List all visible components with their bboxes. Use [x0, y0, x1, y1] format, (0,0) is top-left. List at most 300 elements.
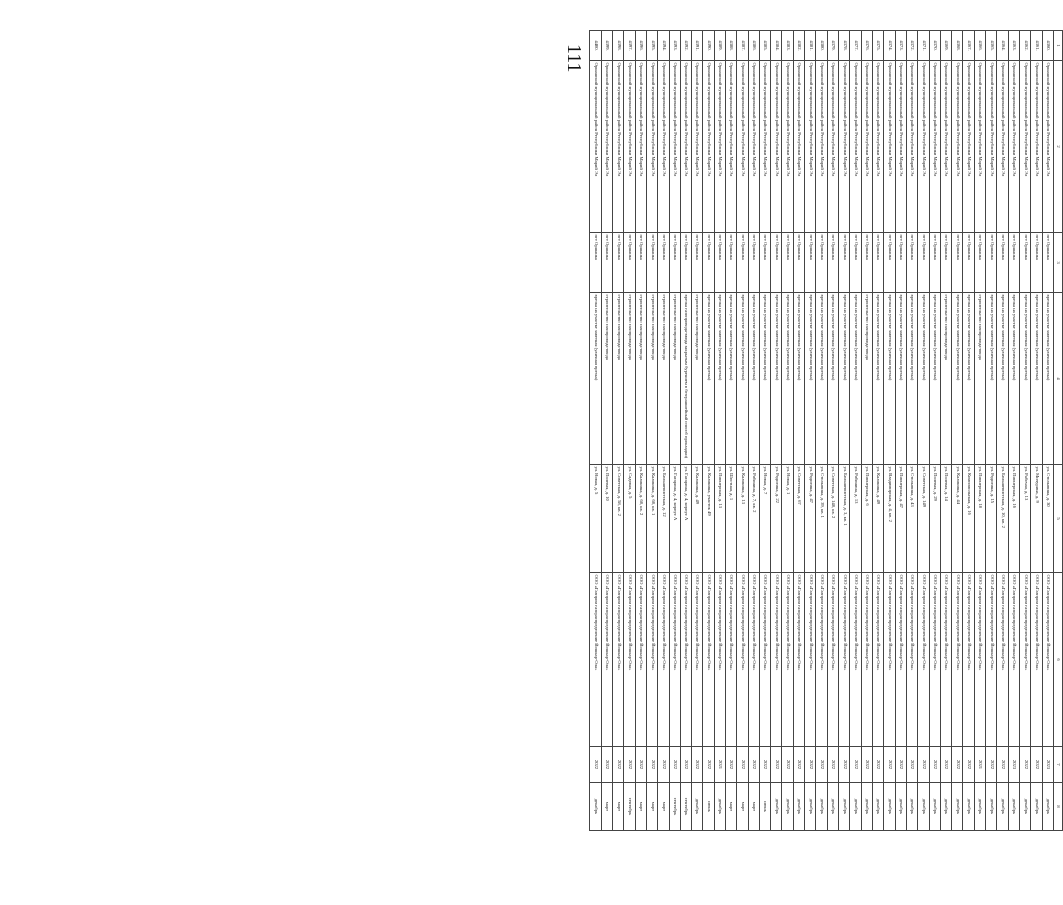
cell-settlement: пгт Оршанка	[759, 233, 770, 293]
table-row	[782, 31, 793, 831]
table-row	[906, 31, 917, 831]
cell-district: Оршанский муниципальный район Республики Марий Эл	[873, 61, 884, 233]
table-row	[590, 31, 602, 831]
cell-organization: ООО «Газпром газораспределение Йошкар-Ола»	[1031, 573, 1042, 747]
cell-month: декабрь	[1042, 783, 1053, 831]
cell-work-type: строительство газопровода-ввода	[974, 293, 985, 465]
cell-year: 2022	[884, 747, 895, 783]
cell-settlement: пгт Оршанка	[613, 233, 624, 293]
cell-year: 2022	[895, 747, 906, 783]
cell-year: 2022	[827, 747, 838, 783]
cell-row-number: 4380.	[816, 31, 827, 61]
cell-settlement: пгт Оршанка	[771, 233, 782, 293]
cell-work-type: врезка на участке заветная (уличная врезка)	[952, 293, 963, 465]
cell-settlement: пгт Оршанка	[952, 233, 963, 293]
cell-settlement: пгт Оршанка	[681, 233, 692, 293]
cell-row-number: 4400.	[590, 31, 602, 61]
cell-row-number: 4369.	[940, 31, 951, 61]
cell-work-type: врезка на участке заветная (уличная врезка)	[986, 293, 997, 465]
cell-work-type: врезка на участке заветная (уличная врезка)	[873, 293, 884, 465]
cell-settlement: пгт Оршанка	[884, 233, 895, 293]
cell-month: декабрь	[839, 783, 850, 831]
cell-district: Оршанский муниципальный район Республики Марий Эл	[681, 61, 692, 233]
cell-row-number: 4399.	[601, 31, 612, 61]
cell-settlement: пгт Оршанка	[805, 233, 816, 293]
cell-work-type: врезка на участке заветная (уличная врезка)	[590, 293, 602, 465]
cell-work-type: врезка на участке заветная (уличная врезка)	[850, 293, 861, 465]
cell-work-type: врезка на участке заветная (уличная врезка)	[703, 293, 714, 465]
cell-row-number: 4372.	[906, 31, 917, 61]
cell-month: декабрь	[1020, 783, 1031, 831]
cell-settlement: пгт Оршанка	[658, 233, 669, 293]
cell-work-type: врезка на участке заветная (уличная врезка)	[1031, 293, 1042, 465]
cell-year: 2021	[974, 747, 985, 783]
cell-settlement: пгт Оршанка	[1008, 233, 1019, 293]
cell-year: 2023	[1042, 747, 1053, 783]
page-number: 111	[563, 44, 585, 73]
cell-work-type: врезка на участке заветная (уличная врезка)	[737, 293, 748, 465]
cell-settlement: пгт Оршанка	[669, 233, 680, 293]
cell-year: 2022	[906, 747, 917, 783]
cell-address: ул. Калинина, участок 49	[703, 465, 714, 573]
cell-settlement: пгт Оршанка	[737, 233, 748, 293]
cell-organization: ООО «Газпром газораспределение Йошкар-Ола»	[839, 573, 850, 747]
cell-address: ул. Родигина, д. 22	[771, 465, 782, 573]
cell-month: декабрь	[974, 783, 985, 831]
cell-work-type: строительство газопровода-ввода	[940, 293, 951, 465]
table-row	[635, 31, 646, 831]
cell-row-number: 4390.	[703, 31, 714, 61]
cell-district: Оршанский муниципальный район Республики Марий Эл	[692, 61, 703, 233]
cell-address: ул. Новая, д. 7	[759, 465, 770, 573]
cell-settlement: пгт Оршанка	[929, 233, 940, 293]
cell-address: ул. Пионерская, д. 16	[1008, 465, 1019, 573]
table-row	[601, 31, 612, 831]
cell-settlement: пгт Оршанка	[793, 233, 804, 293]
cell-row-number: 4371.	[918, 31, 929, 61]
cell-address: ул. Калинина, д. 49	[692, 465, 703, 573]
cell-row-number: 4388.	[725, 31, 736, 61]
cell-work-type: строительство газопровода-ввода	[669, 293, 680, 465]
cell-address: ул. Калинина, д. 44	[952, 465, 963, 573]
cell-work-type: врезка на участке заветная (уличная врезка)	[1020, 293, 1031, 465]
cell-month: декабрь	[816, 783, 827, 831]
cell-month: март	[635, 783, 646, 831]
cell-organization: ООО «Газпром газораспределение Йошкар-Ола»	[601, 573, 612, 747]
cell-month: декабрь	[714, 783, 725, 831]
cell-organization: ООО «Газпром газораспределение Йошкар-Ола»	[1008, 573, 1019, 747]
cell-address: ул. Новая, д. 1	[782, 465, 793, 573]
cell-month: март	[748, 783, 759, 831]
cell-district: Оршанский муниципальный район Республики Марий Эл	[635, 61, 646, 233]
cell-row-number: 4368.	[952, 31, 963, 61]
cell-work-type: врезка на участке заветная (уличная врезка)	[748, 293, 759, 465]
table-row	[793, 31, 804, 831]
table-row	[692, 31, 703, 831]
cell-month: сентябрь	[681, 783, 692, 831]
cell-row-number: 4378.	[839, 31, 850, 61]
cell-organization: ООО «Газпром газораспределение Йошкар-Ола»	[997, 573, 1008, 747]
table-row	[805, 31, 816, 831]
cell-row-number: 4361.	[1031, 31, 1042, 61]
table-row	[647, 31, 658, 831]
cell-organization: ООО «Газпром газораспределение Йошкар-Ола»	[805, 573, 816, 747]
cell-row-number: 4382.	[793, 31, 804, 61]
table-row	[974, 31, 985, 831]
cell-organization: ООО «Газпром газораспределение Йошкар-Ола»	[703, 573, 714, 747]
cell-organization: ООО «Газпром газораспределение Йошкар-Ола»	[692, 573, 703, 747]
cell-row-number: 4392.	[681, 31, 692, 61]
cell-district: Оршанский муниципальный район Республики Марий Эл	[714, 61, 725, 233]
cell-work-type: врезка на участке заветная (уличная врезка)	[884, 293, 895, 465]
cell-month: декабрь	[590, 783, 602, 831]
cell-organization: ООО «Газпром газораспределение Йошкар-Ола»	[884, 573, 895, 747]
cell-month: декабрь	[1031, 783, 1042, 831]
cell-address: ул. Советская, д. 149	[918, 465, 929, 573]
cell-district: Оршанский муниципальный район Республики Марий Эл	[861, 61, 872, 233]
cell-district: Оршанский муниципальный район Республики Марий Эл	[952, 61, 963, 233]
cell-settlement: пгт Оршанка	[918, 233, 929, 293]
table-row	[681, 31, 692, 831]
cell-month: март	[613, 783, 624, 831]
cell-district: Оршанский муниципальный район Республики Марий Эл	[1042, 61, 1053, 233]
cell-district: Оршанский муниципальный район Республики Марий Эл	[963, 61, 974, 233]
cell-month: декабрь	[805, 783, 816, 831]
cell-row-number: 4362.	[1020, 31, 1031, 61]
cell-year: 2022	[613, 747, 624, 783]
table-row	[929, 31, 940, 831]
cell-address: ул. Мичурина, д. 9	[1031, 465, 1042, 573]
cell-organization: ООО «Газпром газораспределение Йошкар-Ола»	[748, 573, 759, 747]
cell-address: ул. Калинина, д. 49	[873, 465, 884, 573]
cell-row-number: 4366.	[974, 31, 985, 61]
cell-work-type: строительство газопровода-ввода	[692, 293, 703, 465]
cell-address: ул. Калинина, д. 68, кв. 2	[635, 465, 646, 573]
cell-work-type: строительство газопровода-ввода	[601, 293, 612, 465]
cell-address: ул. Пионерская, д. 18	[974, 465, 985, 573]
cell-month: декабрь	[873, 783, 884, 831]
cell-address: ул. Советская, д. 58, кв. 2	[613, 465, 624, 573]
cell-month: сентябрь	[624, 783, 635, 831]
cell-row-number: 4377.	[850, 31, 861, 61]
cell-district: Оршанский муниципальный район Республики Марий Эл	[986, 61, 997, 233]
cell-organization: ООО «Газпром газораспределение Йошкар-Ола»	[681, 573, 692, 747]
cell-work-type: строительство газопровода-ввода	[658, 293, 669, 465]
cell-row-number: 4364.	[997, 31, 1008, 61]
table-row	[918, 31, 929, 831]
cell-work-type: строительство газопровода-ввода	[635, 293, 646, 465]
cell-year: 2022	[986, 747, 997, 783]
table-row	[963, 31, 974, 831]
cell-work-type: врезка на участке заветная (уличная врезка)	[918, 293, 929, 465]
cell-organization: ООО «Газпром газораспределение Йошкар-Ола»	[714, 573, 725, 747]
cell-work-type: строительство газопровода-ввода	[613, 293, 624, 465]
cell-organization: ООО «Газпром газораспределение Йошкар-Ола»	[782, 573, 793, 747]
cell-address: ул. Советская, д. 148, кв. 2	[827, 465, 838, 573]
cell-organization: ООО «Газпром газораспределение Йошкар-Ола»	[816, 573, 827, 747]
cell-address: ул. Родигина, д. 47	[805, 465, 816, 573]
cell-month: декабрь	[986, 783, 997, 831]
header-cell-2: 2	[1054, 61, 1063, 233]
cell-settlement: пгт Оршанка	[590, 233, 602, 293]
header-cell-7: 7	[1054, 747, 1063, 783]
cell-month: декабрь	[793, 783, 804, 831]
cell-work-type: врезка на участке заветная (уличная врезка)	[805, 293, 816, 465]
cell-month: декабрь	[692, 783, 703, 831]
cell-settlement: пгт Оршанка	[1042, 233, 1053, 293]
cell-row-number: 4374.	[884, 31, 895, 61]
cell-row-number: 4379.	[827, 31, 838, 61]
cell-district: Оршанский муниципальный район Республики Марий Эл	[1031, 61, 1042, 233]
cell-district: Оршанский муниципальный район Республики Марий Эл	[850, 61, 861, 233]
cell-row-number: 4375.	[873, 31, 884, 61]
cell-district: Оршанский муниципальный район Республики Марий Эл	[884, 61, 895, 233]
cell-work-type: врезка на участке заветная (уличная врезка)	[839, 293, 850, 465]
cell-month: март	[725, 783, 736, 831]
cell-year: 2022	[861, 747, 872, 783]
cell-address: ул. Рябинина, д. 7, кв. 2	[748, 465, 759, 573]
cell-row-number: 4360.	[1042, 31, 1053, 61]
cell-organization: ООО «Газпром газораспределение Йошкар-Ола»	[793, 573, 804, 747]
cell-address: ул. Большевистская, д. 12	[658, 465, 669, 573]
table-row	[940, 31, 951, 831]
cell-work-type: строительство газопровода-ввода	[624, 293, 635, 465]
cell-month: декабрь	[929, 783, 940, 831]
cell-settlement: пгт Оршанка	[974, 233, 985, 293]
cell-organization: ООО «Газпром газораспределение Йошкар-Ола»	[906, 573, 917, 747]
cell-settlement: пгт Оршанка	[895, 233, 906, 293]
cell-year: 2022	[816, 747, 827, 783]
cell-work-type: врезка на участке заветная (уличная врезка)	[816, 293, 827, 465]
cell-organization: ООО «Газпром газораспределение Йошкар-Ола»	[613, 573, 624, 747]
cell-organization: ООО «Газпром газораспределение Йошкар-Ола»	[737, 573, 748, 747]
table-row	[895, 31, 906, 831]
cell-address: ул. Советская, д. 67	[793, 465, 804, 573]
cell-row-number: 4385.	[759, 31, 770, 61]
cell-settlement: пгт Оршанка	[997, 233, 1008, 293]
cell-district: Оршанский муниципальный район Республики Марий Эл	[839, 61, 850, 233]
cell-organization: ООО «Газпром газораспределение Йошкар-Ола»	[725, 573, 736, 747]
cell-year: 2022	[635, 747, 646, 783]
table-row	[759, 31, 770, 831]
cell-work-type: врезка на участке заветная (уличная врезка)	[827, 293, 838, 465]
cell-district: Оршанский муниципальный район Республики Марий Эл	[906, 61, 917, 233]
cell-year: 2022	[918, 747, 929, 783]
cell-district: Оршанский муниципальный район Республики Марий Эл	[997, 61, 1008, 233]
cell-row-number: 4386.	[748, 31, 759, 61]
cell-year: 2022	[940, 747, 951, 783]
cell-organization: ООО «Газпром газораспределение Йошкар-Ола»	[590, 573, 602, 747]
cell-month: декабрь	[963, 783, 974, 831]
cell-district: Оршанский муниципальный район Республики Марий Эл	[613, 61, 624, 233]
cell-organization: ООО «Газпром газораспределение Йошкар-Ола»	[850, 573, 861, 747]
cell-address: ул. Калинина, д. 13	[737, 465, 748, 573]
cell-work-type: врезка на участке заветная (уличная врезка)	[1042, 293, 1053, 465]
cell-organization: ООО «Газпром газораспределение Йошкар-Ола»	[918, 573, 929, 747]
cell-organization: ООО «Газпром газораспределение Йошкар-Ола»	[658, 573, 669, 747]
table-row	[624, 31, 635, 831]
cell-row-number: 4393.	[669, 31, 680, 61]
cell-row-number: 4396.	[635, 31, 646, 61]
cell-settlement: пгт Оршанка	[782, 233, 793, 293]
cell-organization: ООО «Газпром газораспределение Йошкар-Ола»	[974, 573, 985, 747]
cell-address: ул. Новая, д. 5	[590, 465, 602, 573]
cell-row-number: 4381.	[805, 31, 816, 61]
cell-settlement: пгт Оршанка	[839, 233, 850, 293]
cell-organization: ООО «Газпром газораспределение Йошкар-Ола»	[827, 573, 838, 747]
cell-settlement: пгт Оршанка	[1020, 233, 1031, 293]
table-row	[658, 31, 669, 831]
cell-row-number: 4367.	[963, 31, 974, 61]
cell-year: 2022	[759, 747, 770, 783]
table-row	[997, 31, 1008, 831]
gasification-table	[589, 30, 1063, 831]
table-row	[669, 31, 680, 831]
cell-address: ул. Рабочая, д. 13	[1020, 465, 1031, 573]
cell-settlement: пгт Оршанка	[816, 233, 827, 293]
cell-address: ул. Пионерская, д. 13	[714, 465, 725, 573]
cell-address: ул. Большевистская, д. 10, кв. 2	[997, 465, 1008, 573]
cell-month: декабрь	[1008, 783, 1019, 831]
cell-settlement: пгт Оршанка	[986, 233, 997, 293]
cell-organization: ООО «Газпром газораспределение Йошкар-Ола»	[952, 573, 963, 747]
cell-month: март	[658, 783, 669, 831]
cell-organization: ООО «Газпром газораспределение Йошкар-Ола»	[647, 573, 658, 747]
cell-settlement: пгт Оршанка	[873, 233, 884, 293]
cell-address: ул. Полевая, д. 10	[601, 465, 612, 573]
cell-month: декабрь	[918, 783, 929, 831]
table-row	[850, 31, 861, 831]
header-cell-6: 6	[1054, 573, 1063, 747]
header-cell-1: 1	[1054, 31, 1063, 61]
cell-work-type: врезка на участке заветная (уличная врезка)	[782, 293, 793, 465]
table-row	[1042, 31, 1053, 831]
cell-year: 2022	[737, 747, 748, 783]
header-cell-4: 4	[1054, 293, 1063, 465]
cell-settlement: пгт Оршанка	[1031, 233, 1042, 293]
cell-address: ул. Родигина, д. 15	[986, 465, 997, 573]
header-cell-3: 3	[1054, 233, 1063, 293]
cell-year: 2022	[601, 747, 612, 783]
cell-row-number: 4383.	[782, 31, 793, 61]
cell-district: Оршанский муниципальный район Республики Марий Эл	[1008, 61, 1019, 233]
cell-address: ул. Гагарина, д. 4, корпус А	[681, 465, 692, 573]
cell-year: 2022	[963, 747, 974, 783]
cell-address: ул. Гагарина, д. 4, корпус А	[669, 465, 680, 573]
cell-settlement: пгт Оршанка	[940, 233, 951, 293]
table-row	[714, 31, 725, 831]
cell-year: 2022	[805, 747, 816, 783]
table-row	[748, 31, 759, 831]
cell-month: декабрь	[940, 783, 951, 831]
table-row	[884, 31, 895, 831]
cell-district: Оршанский муниципальный район Республики Марий Эл	[737, 61, 748, 233]
cell-address: ул. Полевая, д. 14	[940, 465, 951, 573]
cell-year: 2022	[658, 747, 669, 783]
cell-address: ул. Пионерская, д. 6	[861, 465, 872, 573]
cell-address: ул. Столыпина, д. 43	[906, 465, 917, 573]
cell-district: Оршанский муниципальный район Республики Марий Эл	[793, 61, 804, 233]
table-row	[952, 31, 963, 831]
cell-organization: ООО «Газпром газораспределение Йошкар-Ола»	[1020, 573, 1031, 747]
cell-row-number: 4398.	[613, 31, 624, 61]
cell-district: Оршанский муниципальный район Республики Марий Эл	[669, 61, 680, 233]
table-row	[725, 31, 736, 831]
cell-address: ул. Полевая, д. 29	[929, 465, 940, 573]
cell-organization: ООО «Газпром газораспределение Йошкар-Ола»	[635, 573, 646, 747]
cell-work-type: врезка на участке заветная (уличная врезка)	[929, 293, 940, 465]
header-cell-8: 8	[1054, 783, 1063, 831]
cell-month: декабрь	[771, 783, 782, 831]
cell-district: Оршанский муниципальный район Республики Марий Эл	[601, 61, 612, 233]
header-row	[1054, 31, 1063, 831]
cell-organization: ООО «Газпром газораспределение Йошкар-Ола»	[624, 573, 635, 747]
cell-work-type: врезка на участке заветная (уличная врезка)	[906, 293, 917, 465]
cell-address: ул. Рябинина, д. 13	[850, 465, 861, 573]
cell-work-type: врезка на участке заветная (уличная врезка)	[895, 293, 906, 465]
table-row	[873, 31, 884, 831]
cell-address: ул. Шостная, д. 1	[725, 465, 736, 573]
cell-settlement: пгт Оршанка	[601, 233, 612, 293]
cell-row-number: 4373.	[895, 31, 906, 61]
cell-month: декабрь	[884, 783, 895, 831]
cell-settlement: пгт Оршанка	[692, 233, 703, 293]
cell-row-number: 4370.	[929, 31, 940, 61]
table-row	[861, 31, 872, 831]
cell-year: 2022	[703, 747, 714, 783]
cell-settlement: пгт Оршанка	[635, 233, 646, 293]
cell-month: декабрь	[861, 783, 872, 831]
cell-district: Оршанский муниципальный район Республики Марий Эл	[827, 61, 838, 233]
cell-row-number: 4365.	[986, 31, 997, 61]
cell-district: Оршанский муниципальный район Республики Марий Эл	[759, 61, 770, 233]
cell-address: ул. Калинина, д. 68, кв. 1	[647, 465, 658, 573]
cell-year: 2022	[850, 747, 861, 783]
cell-month: июнь	[759, 783, 770, 831]
cell-month: декабрь	[782, 783, 793, 831]
cell-settlement: пгт Оршанка	[624, 233, 635, 293]
cell-district: Оршанский муниципальный район Республики Марий Эл	[771, 61, 782, 233]
table-row	[771, 31, 782, 831]
cell-work-type: строительство газопровода-ввода	[647, 293, 658, 465]
cell-district: Оршанский муниципальный район Республики Марий Эл	[918, 61, 929, 233]
cell-month: декабрь	[952, 783, 963, 831]
cell-settlement: пгт Оршанка	[703, 233, 714, 293]
cell-district: Оршанский муниципальный район Республики Марий Эл	[703, 61, 714, 233]
header-cell-5: 5	[1054, 465, 1063, 573]
cell-month: декабрь	[906, 783, 917, 831]
cell-year: 2022	[839, 747, 850, 783]
cell-work-type: врезка на участке заветная (уличная врезка)	[1008, 293, 1019, 465]
cell-month: март	[737, 783, 748, 831]
cell-year: 2022	[692, 747, 703, 783]
cell-year: 2022	[647, 747, 658, 783]
cell-work-type: врезка на участке заветная (уличная врезка)	[997, 293, 1008, 465]
cell-year: 2022	[997, 747, 1008, 783]
cell-settlement: пгт Оршанка	[827, 233, 838, 293]
cell-address: ул. Садовая, д. 5	[624, 465, 635, 573]
cell-month: март	[647, 783, 658, 831]
cell-district: Оршанский муниципальный район Республики Марий Эл	[895, 61, 906, 233]
cell-organization: ООО «Газпром газораспределение Йошкар-Ола»	[929, 573, 940, 747]
cell-organization: ООО «Газпром газораспределение Йошкар-Ола»	[873, 573, 884, 747]
cell-organization: ООО «Газпром газораспределение Йошкар-Ола»	[963, 573, 974, 747]
cell-year: 2022	[725, 747, 736, 783]
cell-district: Оршанский муниципальный район Республики Марий Эл	[748, 61, 759, 233]
cell-month: март	[601, 783, 612, 831]
cell-organization: ООО «Газпром газораспределение Йошкар-Ола»	[895, 573, 906, 747]
cell-year: 2022	[929, 747, 940, 783]
